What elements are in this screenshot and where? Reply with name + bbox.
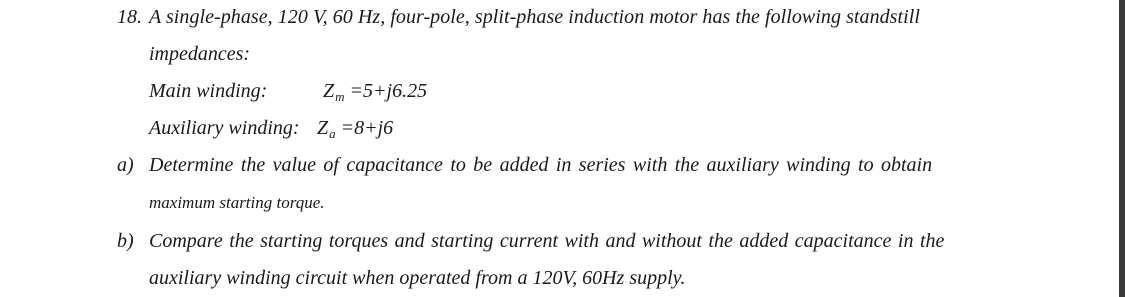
vertical-scrollbar[interactable] [1119,0,1125,297]
part-b-line-2: auxiliary winding circuit when operated from a 120V, 60Hz supply. [149,267,686,289]
main-winding-impedance [323,79,427,109]
part-a-marker: a) [117,154,134,176]
main-winding-symbol: Z [323,80,335,102]
aux-winding-value: =8+j6 [340,117,394,139]
intro-line-2: impedances: [149,43,251,65]
part-a-line-2: maximum starting torque. [149,193,325,212]
intro-line-1: A single-phase, 120 V, 60 Hz, four-pole, split-phase induction motor has the following standstill [149,6,920,28]
aux-winding-label: Auxiliary winding: [149,117,300,139]
part-b-marker: b) [117,230,134,252]
part-b-line-1: Compare the starting torques and starting current with and without the added capacitance in the [149,230,945,252]
main-winding-subscript: m [335,89,345,104]
problem-number: 18. [117,6,142,28]
main-winding-value: =5+j6.25 [349,80,428,102]
aux-winding-impedance [317,116,393,146]
aux-winding-subscript: a [329,126,336,141]
main-winding-label: Main winding: [149,80,268,102]
aux-winding-symbol: Z [317,117,329,139]
part-a-line-1: Determine the value of capacitance to be added in series with the auxiliary winding to obtain [149,154,933,176]
